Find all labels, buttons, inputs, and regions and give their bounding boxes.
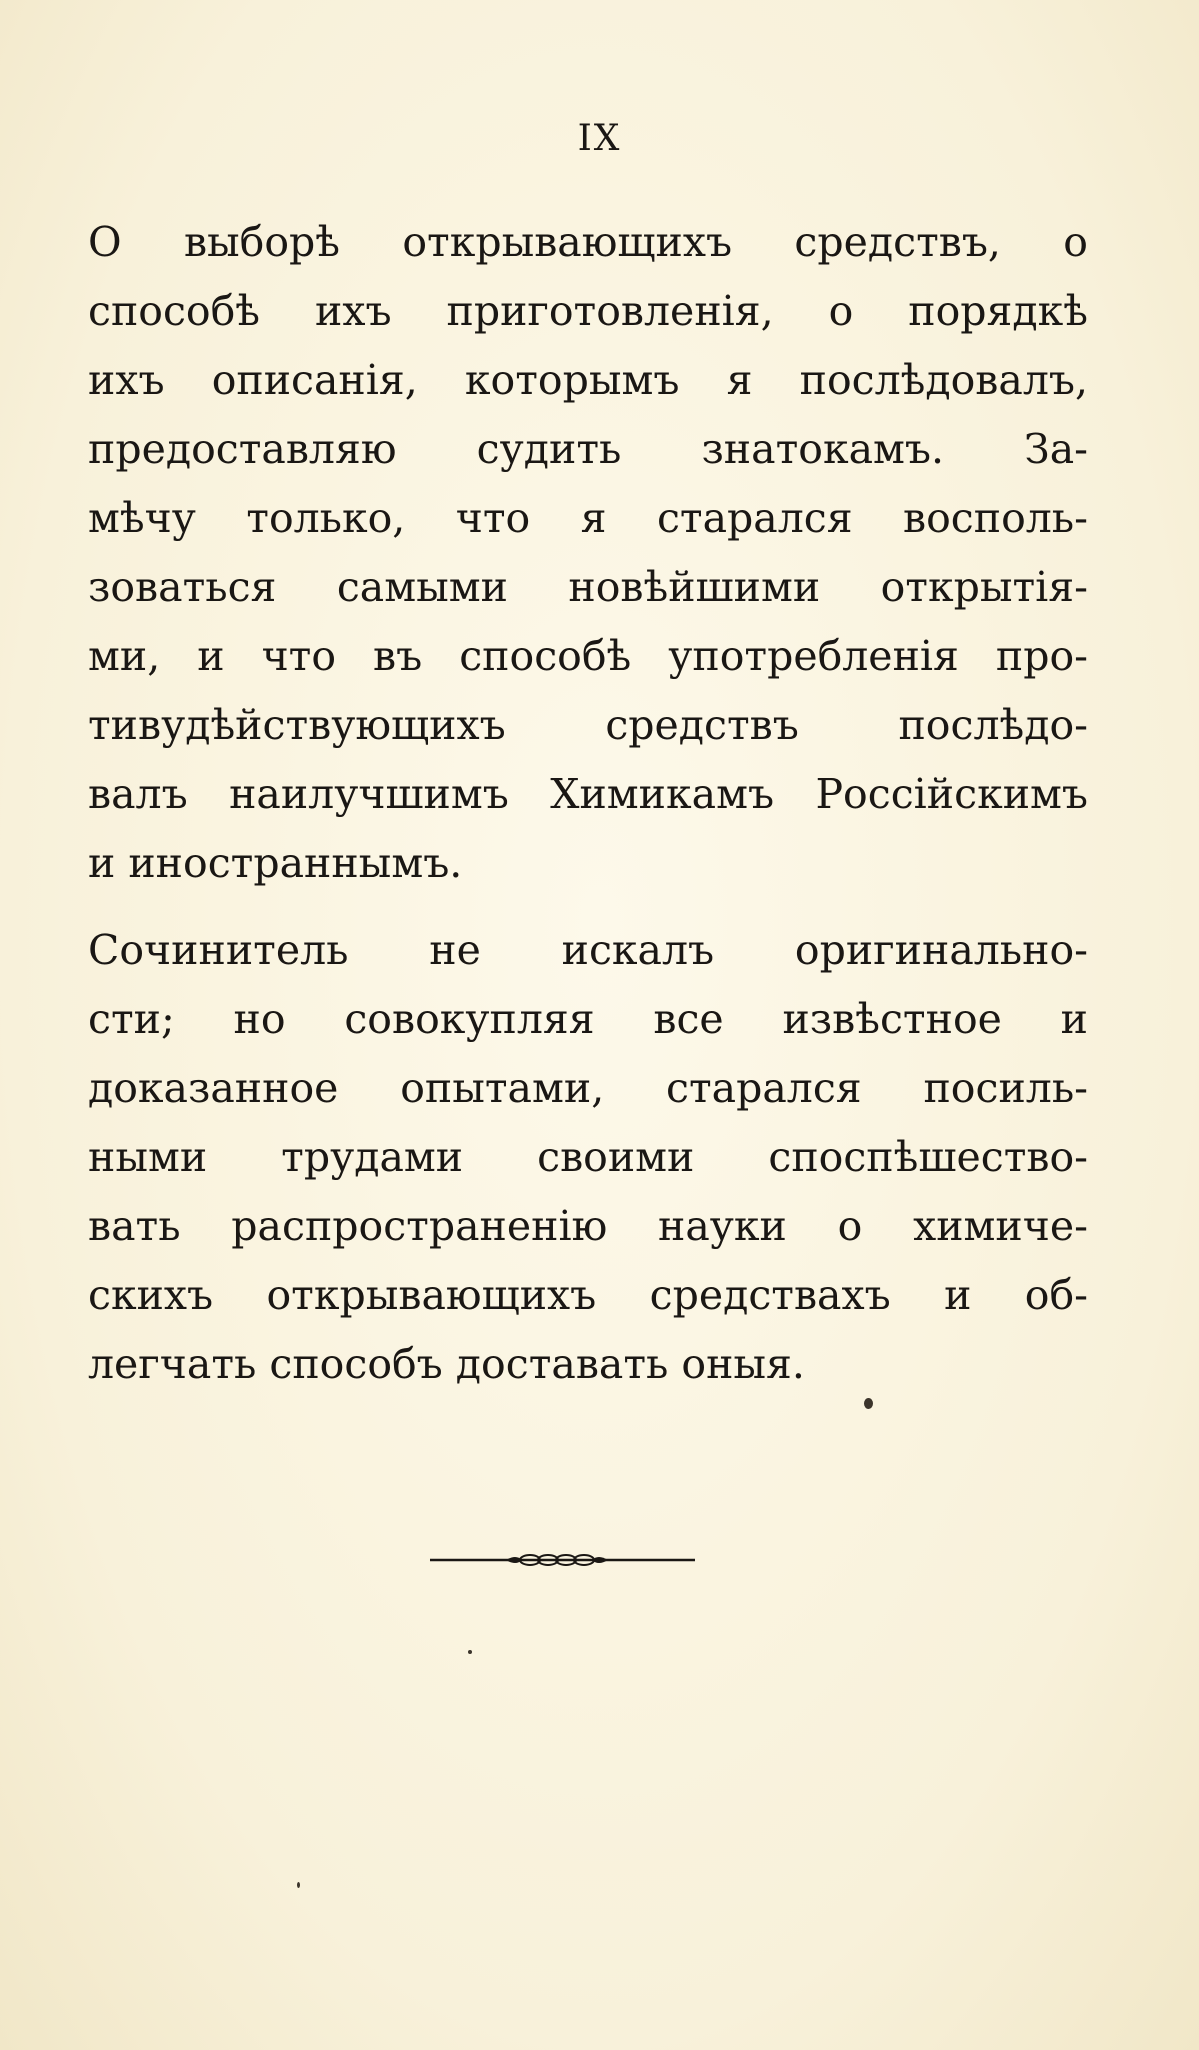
paragraph	[88, 208, 1088, 898]
text-line: сти; но совокупляя все извѣстное и	[88, 995, 1088, 1043]
page-number: IX	[577, 118, 622, 159]
text-line: ми, и что въ способѣ употребленія про-	[88, 632, 1088, 680]
text-line: легчать способъ доставать оныя.	[88, 1340, 805, 1388]
text-line: и иностраннымъ.	[88, 839, 463, 887]
text-line: способѣ ихъ приготовленія, о порядкѣ	[88, 287, 1088, 335]
ink-speck	[468, 1650, 472, 1654]
text-line: тивудѣйствующихъ средствъ послѣдо-	[88, 701, 1088, 749]
decorative-rule-ornament-icon	[430, 1549, 695, 1571]
text-line: мѣчу только, что я старался восполь-	[88, 494, 1088, 542]
text-line: вать распространенію науки о химиче-	[88, 1202, 1088, 1250]
text-line: предоставляю судить знатокамъ. За-	[88, 425, 1088, 473]
ink-speck	[297, 1882, 300, 1888]
text-line: зоваться самыми новѣйшими открытія-	[88, 563, 1088, 611]
text-line: О выборѣ открывающихъ средствъ, о	[88, 218, 1088, 266]
text-line: Сочинитель не искалъ оригинально-	[88, 926, 1088, 974]
ink-speck	[864, 1398, 873, 1409]
text-line: ихъ описанія, которымъ я послѣдовалъ,	[88, 356, 1088, 404]
body-text	[88, 208, 1088, 1399]
paragraph	[88, 916, 1088, 1399]
text-line: ными трудами своими споспѣшество-	[88, 1133, 1088, 1181]
paragraph-gap	[88, 898, 1088, 916]
text-line: доказанное опытами, старался посиль-	[88, 1064, 1088, 1112]
text-line: валъ наилучшимъ Химикамъ Россійскимъ	[88, 770, 1088, 818]
text-line: скихъ открывающихъ средствахъ и об-	[88, 1271, 1088, 1319]
